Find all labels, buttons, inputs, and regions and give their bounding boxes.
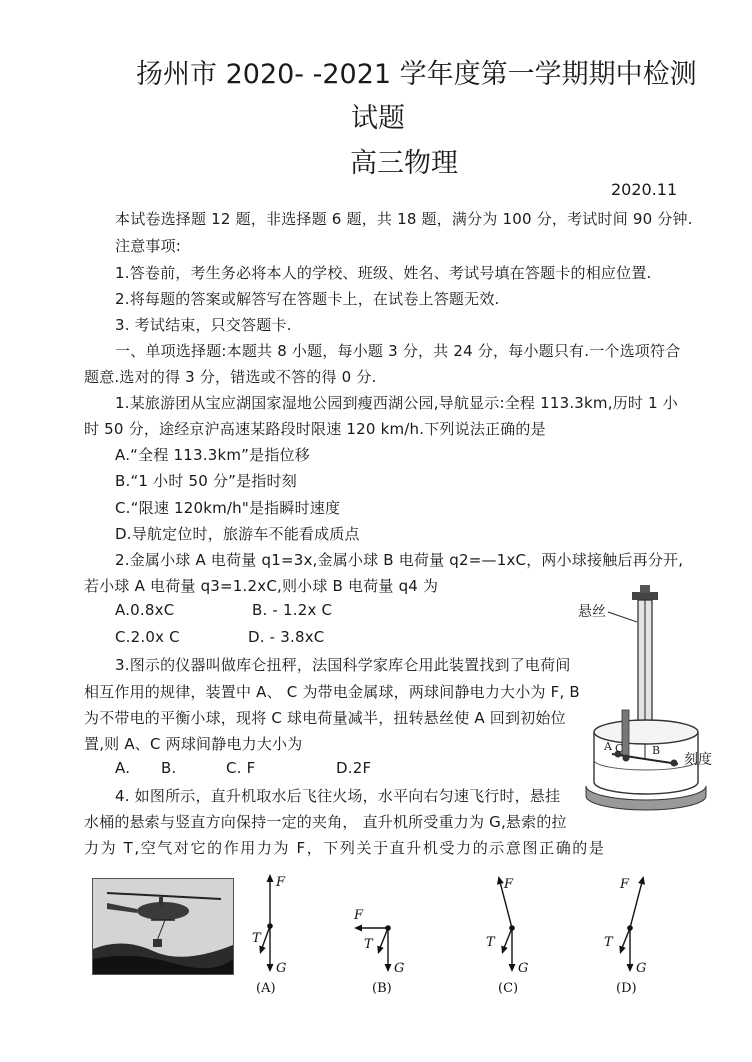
q4-stem-cont-2: 力为 T,空气对它的作用力为 F，下列关于直升机受力的示意图正确的是	[84, 839, 606, 857]
section-heading: 一、单项选择题:本题共 8 小题，每小题 3 分，共 24 分，每小题只有.一个选项符合	[115, 342, 681, 360]
q1-option-d: D.导航定位时，旅游车不能看成质点	[115, 525, 360, 543]
q2-option-b: B. - 1.2x C	[252, 601, 333, 619]
svg-text:F: F	[276, 875, 286, 890]
q1-option-a: A.“全程 113.3km”是指位移	[115, 446, 310, 464]
q4-stem-cont-1: 水桶的悬索与竖直方向保持一定的夹角， 直升机所受重力为 G,悬索的拉	[84, 813, 567, 831]
option-c-label: (C)	[498, 981, 519, 996]
ball-b-label: B	[652, 744, 661, 757]
q2-stem: 2.金属小球 A 电荷量 q1=3x,金属小球 B 电荷量 q2=—1xC，两小球接触后再分开,	[115, 551, 684, 569]
torsion-knob	[640, 585, 650, 593]
svg-text:F: F	[620, 877, 630, 892]
section-heading-cont: 题意.选对的得 3 分，错选或不答的得 0 分.	[84, 368, 377, 386]
option-b-label: (B)	[372, 981, 392, 996]
wire-label: 悬丝	[578, 604, 606, 620]
svg-text:T: T	[364, 937, 373, 952]
svg-text:T: T	[604, 935, 613, 950]
page-title-line2: 试题	[351, 103, 405, 134]
svg-text:F: F	[354, 908, 364, 923]
force-t-arrow	[262, 926, 270, 948]
ball-c-icon	[623, 755, 630, 762]
wire-label-leader	[608, 612, 637, 622]
q2-option-c: C.2.0x C	[115, 628, 180, 646]
ball-c-label: C	[615, 742, 624, 755]
helicopter-photo	[92, 878, 234, 975]
q1-stem-cont: 时 50 分，途经京沪高速某路段时限速 120 km/h.下列说法正确的是	[84, 420, 546, 438]
scale-ring	[594, 760, 698, 770]
force-t-arrow	[622, 928, 630, 948]
scale-label: 刻度	[684, 752, 712, 768]
q2-stem-cont: 若小球 A 电荷量 q3=1.2xC,则小球 B 电荷量 q4 为	[84, 577, 439, 595]
svg-text:G: G	[518, 961, 529, 976]
q3-stem: 3.图示的仪器叫做库仑扭秤，法国科学家库仑用此装置找到了电荷间	[115, 656, 571, 674]
notice-item-1: 1.答卷前，考生务必将本人的学校、班级、姓名、考试号填在答题卡的相应位置.	[115, 264, 652, 282]
torsion-balance-figure	[574, 582, 724, 812]
page-title-line1: 扬州市 2020- -2021 学年度第一学期期中检测	[136, 59, 697, 90]
svg-text:T: T	[252, 931, 261, 946]
notice-item-2: 2.将每题的答案或解答写在答题卡上，在试卷上答题无效.	[115, 290, 500, 308]
q3-option-b: B.	[161, 759, 177, 777]
svg-text:T: T	[486, 935, 495, 950]
intro-line: 本试卷选择题 12 题，非选择题 6 题，共 18 题，满分为 100 分，考试时间 90 分钟.	[115, 210, 693, 228]
option-a-label: (A)	[256, 981, 276, 996]
q3-option-a: A.	[115, 759, 131, 777]
torsion-head	[632, 592, 658, 600]
notice-title: 注意事项:	[115, 237, 182, 255]
notice-item-3: 3. 考试结束，只交答题卡.	[115, 316, 292, 334]
q3-stem-cont-2: 为不带电的平衡小球，现将 C 球电荷量减半，扭转悬丝使 A 回到初始位	[84, 709, 566, 727]
helicopter-icon	[93, 879, 233, 974]
svg-text:F: F	[504, 877, 514, 892]
q3-stem-cont-1: 相互作用的规律，装置中 A、 C 为带电金属球，两球间静电力大小为 F, B	[84, 683, 580, 701]
svg-text:G: G	[636, 961, 647, 976]
cylinder-bottom	[594, 782, 698, 794]
page-title-subject: 高三物理	[350, 148, 458, 179]
force-t-arrow	[380, 928, 388, 948]
force-f-arrow	[630, 882, 642, 928]
q1-stem: 1.某旅游团从宝应湖国家湿地公园到瘦西湖公园,导航显示:全程 113.3km,历时 1 小	[115, 394, 678, 412]
q1-option-c: C.“限速 120km/h"是指瞬时速度	[115, 499, 341, 517]
force-t-arrow	[504, 928, 512, 948]
option-d-label: (D)	[616, 981, 637, 996]
svg-text:G: G	[276, 961, 287, 976]
ball-a-label: A	[604, 740, 612, 753]
q3-option-c: C. F	[226, 759, 256, 777]
exam-date: 2020.11	[611, 180, 678, 199]
force-diagram-b	[348, 866, 418, 998]
q1-option-b: B.“1 小时 50 分”是指时刻	[115, 472, 297, 490]
force-diagram-d	[604, 866, 674, 998]
q2-option-d: D. - 3.8xC	[248, 628, 325, 646]
force-diagram-a	[252, 866, 312, 998]
force-diagram-c	[478, 866, 548, 998]
q3-stem-cont-3: 置,则 A、C 两球间静电力大小为	[84, 735, 303, 753]
q4-stem: 4. 如图所示，直升机取水后飞往火场，水平向右匀速飞行时，悬挂	[115, 787, 561, 805]
q2-option-a: A.0.8xC	[115, 601, 175, 619]
q3-option-d: D.2F	[336, 759, 372, 777]
svg-text:G: G	[394, 961, 405, 976]
ball-b-icon	[671, 760, 678, 767]
